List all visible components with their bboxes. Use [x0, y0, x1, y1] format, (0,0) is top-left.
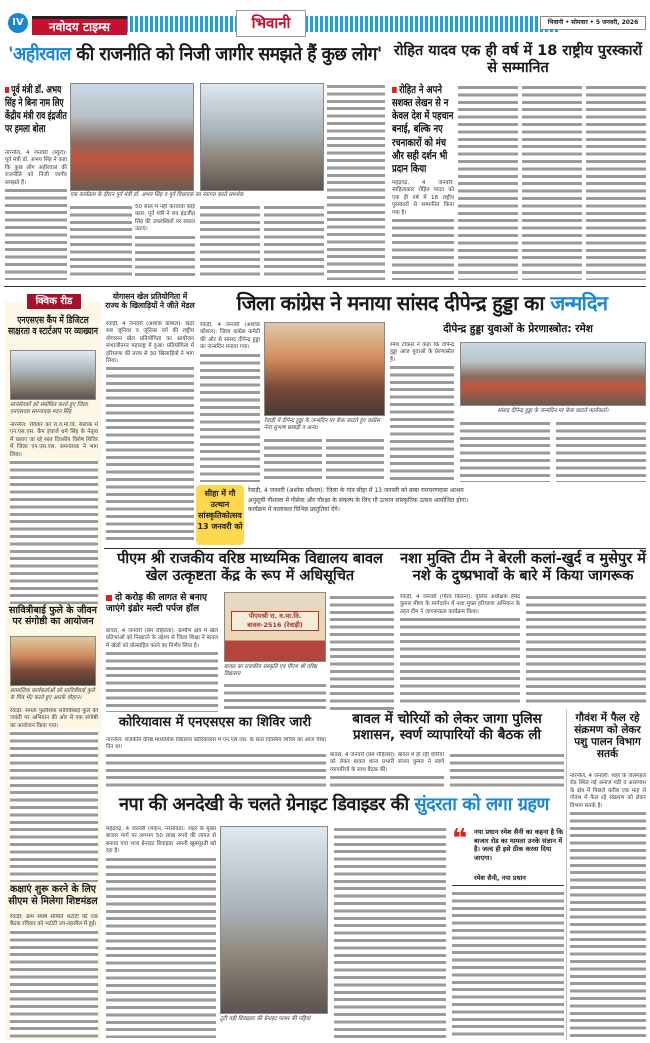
congress-photo-1 [264, 322, 385, 416]
lead-headline [4, 44, 386, 70]
rohit-body-col3 [522, 84, 582, 280]
quote-icon: ❝ [452, 824, 468, 854]
lead-subhead: पूर्व मंत्री डॉ. अभय सिंह ने बिना नाम लिए केंद्रीय मंत्री राव इंद्रजीत पर हमला बोला [5, 84, 67, 136]
congress-body-3 [326, 437, 384, 482]
quote-text: नया प्रधान रमेश सैनी का कहना है कि बाजार रोड का मामला उनके संज्ञान में है। जल्द ही इसे ठीक करवा दिया जाएगा। [474, 828, 564, 862]
qr-headline-3: कक्षाएं शुरू करने के लिए सीएम से मिलेगा शिष्टमंडल [8, 884, 98, 907]
nasha-body-1: रेवाड़ी, 4 जनवरी (गौरव कितना): पुलिस अधीक्षक हेमेंद्र कुमार मीणा के मार्गदर्शन में नशा मुक्त हरियाणा अभियान के तहत टीम ने जागरूकता कार्यक्रम किया। [400, 594, 520, 706]
gauvansh-headline: गौवंश में फैल रहे संक्रमण को लेकर पशु पालन विभाग सतर्क [574, 712, 641, 761]
edition-label: भिवानी [236, 10, 306, 37]
qr-caption-1: स्वयंसेवकों को संबोधित करते हुए जिला एनएसएस समन्वयक मदन सिंह [10, 402, 88, 415]
congress-body-6 [556, 420, 646, 482]
gau-highlight-box: सीहा में गौ उत्थान सांस्कृतिकोत्सव 13 जनवरी को [196, 485, 244, 545]
qr-photo-2 [10, 636, 96, 686]
divider-quote [452, 824, 564, 886]
qr-caption-2: सामाजिक कार्यकर्ताओं को सावित्रीबाई फुले के चित्र भेंट करते हुए आरके चौहान। [10, 688, 95, 701]
school-sign: पीएमश्री रा. व.मा.वि. बावल-2516 (रेवाड़ी) [231, 611, 319, 631]
dateline: भिवानी • सोमवार • 5 जनवरी, 2026 [540, 16, 646, 30]
congress-caption-1: रेवाड़ी में दीपेन्द्र हुड्डा के जन्मदिन पर केक काटते हुए कांग्रेस नेता सुभाष छाबड़ी व अन्य। [264, 418, 380, 431]
qr-headline-2: सावित्रीबाई फुले के जीवन पर संगोष्ठी का आयोजन [9, 605, 97, 627]
paper-logo: नवोदय टाइम्स [32, 16, 127, 35]
school-headline: पीएम श्री राजकीय वरिष्ठ माध्यमिक विद्यालय बावल खेल उत्कृष्टता केंद्र के रूप में अधिसूचित [117, 551, 383, 584]
koriyawas-headline: कोरियावास में एनएसएस का शिविर जारी [118, 715, 312, 730]
lead-body-col3: 50 साल में नहीं करवाया कोई काम: पूर्व मंत्री ने राव इंद्रजीत सिंह की उपलब्धियों पर सवाल उठाए। [135, 204, 195, 280]
page-number-badge: IV [8, 13, 28, 33]
divider-caption: टूटी पड़ी डिवाइडर की ग्रेनाइट पत्थर की पट्टियां [220, 1016, 311, 1022]
qr-headline-1: एनएसएस कैंप में डिजिटल साक्षरता व स्टार्टअप पर व्याख्यान [8, 315, 98, 337]
qr-body-3: रेवाड़ी: ग्राम संघर्ष समिति भटोटी की एक बैठक रविवार को भटोटी उप-तहसील में हुई। [10, 914, 98, 1038]
nasha-body-2 [526, 594, 646, 706]
school-photo [224, 592, 326, 662]
headline-highlight: 'अहीरवाल [8, 44, 71, 65]
gauvansh-body: नारनौल, 4 जनवरी: शहर के जलमहल रोड स्थित नई अनाज मंडी व आसपास के क्षेत्र में पिछले करीब एक माह से गोवंश में फैल रहे संक्रमण को लेकर विभाग सतर्क है। [570, 773, 646, 1038]
yoga-headline: योगासन खेल प्रतियोगिता में राज्य के खिलाड़ियों ने जीते मेडल [105, 292, 195, 311]
congress-body-1: रेवाड़ी, 4 जनवरी (अशोक कौशल): जिला कांग्रेस कमेटी की ओर से सांसद दीपेन्द्र हुड्डा का जन्मदिन मनाया गया। [200, 322, 260, 482]
rohit-body-col1: महेंद्रगढ़, 4 जनवरी: साहित्यकार रोहित यादव को एक ही वर्ष में 18 राष्ट्रीय पुरस्कारों से सम्मानित किया गया है। [392, 180, 454, 280]
lead-body-col5 [264, 204, 324, 280]
divider-body-3 [452, 890, 564, 1038]
school-body-1: बावल, 4 जनवरी (प्रेम रोहिल्ला): ग्रामीण क्षेत्र में खेल प्रतिभाओं को निखारने के उद्देश्य से जिला शिक्षा ने बावल में खेलों को प्रोत्साहित करने का निर्णय लिया है। [106, 628, 218, 712]
lead-body-col4 [200, 204, 260, 280]
school-body-2 [224, 682, 326, 712]
congress-body-5 [460, 420, 550, 482]
rohit-subhead: रोहित ने अपने सशक्त लेखन से न केवल देश में पहचान बनाई, बल्कि नए रचनाकारों को मंच और सही दर्शन भी प्रदान किया [392, 84, 454, 175]
congress-body-4: रमेश टोकस ने कहा कि दीपेन्द्र हुड्डा आज युवाओं के प्रेरणास्रोत हैं। [390, 342, 454, 482]
congress-headline: जिला कांग्रेस ने मनाया सांसद दीपेन्द्र हुड्डा का जन्मदिन [236, 291, 608, 315]
quote-author: रमेश सैनी, नपा प्रधान [474, 874, 526, 882]
divider-body-2 [334, 826, 446, 1038]
bawal-headline: बावल में चोरियों को लेकर जागा पुलिस प्रशासन, स्वर्ण व्यापारियों की बैठक ली [352, 711, 542, 743]
school-subhead: दो करोड़ की लागत से बनाए जाएंगे इंडोर मल्टी पर्पज हॉल [106, 593, 207, 615]
stripe-bar [100, 16, 558, 32]
lead-photo-1 [70, 83, 194, 191]
bawal-body-2 [450, 752, 564, 788]
lead-body-col6 [327, 83, 385, 280]
divider-headline: नपा की अनदेखी के चलते ग्रेनाइट डिवाइडर की सुंदरता को लगा ग्रहण [119, 794, 549, 815]
bullet-icon [106, 595, 112, 601]
bullet-icon [5, 87, 9, 93]
nasha-headline: नशा मुक्ति टीम ने बेरली कलां-खुर्द व मुसेपुर में नशे के दुष्प्रभावों के बारे में किया जागरूक [400, 551, 646, 584]
divider-photo [220, 826, 328, 1014]
lead-photo-2 [200, 83, 324, 191]
qr-photo-1 [10, 350, 96, 400]
rohit-body-col4 [586, 84, 646, 280]
lead-body-col1: नारनौल, 4 जनवरी (ब्यूरो): पूर्व मंत्री डॉ. अभय सिंह ने कहा कि कुछ लोग अहीरवाल की राजनीति को निजी जागीर समझते हैं। [5, 150, 67, 280]
gau-body: रेवाड़ी, 4 जनवरी (अशोक कौशल): जिला के गांव सीहा में 13 जनवरी को बाबा रामचरणदास आश्रम अनुसूची गौशाला में गौसेवा और गौरक्षा के संकल्प के लिए गौ उत्थान सांस्कृतिक उत्सव आयोजित होगा। कार्यक्रम में कलाकार विभिन्न प्रस्तुतियां देंगे। [248, 487, 469, 513]
congress-caption-2: सांसद दीपेन्द्र हुड्डा के जन्मदिन पर केक काटते कार्यकर्ता। [497, 408, 609, 414]
bullet-icon [392, 87, 397, 93]
qr-body-1: नारनौल: रविवार को रा.व.मा.वि. सैलाक में एन.एस.एस. कैंप इंचार्ज धर्म सिंह के नेतृत्व में चलाए जा रहे सात दिवसीय विशेष शिविर में जिला एन.एस.एस. समन्वयक ने भाग लिया। [10, 422, 98, 604]
qr-body-2: रेवाड़ी: समता फुलेशिया सावित्रीबाई फुले की जयंती पर अभियान की ओर से एक संगोष्ठी का आयोजन किया गया। [10, 708, 98, 882]
rohit-headline: रोहित यादव एक ही वर्ष में 18 राष्ट्रीय पुरस्कारों से सम्मानित [393, 43, 643, 76]
yoga-body: रेवाड़ी, 4 जनवरी (अशोक कौशल): छठी सब जूनियर व जूनियर वर्ग की राष्ट्रीय योगासन खेल प्रतियोगिता का आयोजन संभाजीनगर महाराष्ट्र में हुआ। प्रतियोगिता में हरियाणा की तरफ से 30 खिलाड़ियों ने भाग लिया। [106, 321, 194, 542]
headline-text: की राजनीति को निजी जागीर समझते हैं कुछ लोग' [70, 44, 382, 65]
school-body-3 [330, 594, 394, 712]
divider-body-1: महेंद्रगढ़, 4 जनवरी (मोहन, नरसावत): शहर के मुख्य बाजार मार्ग पर लगभग 50 लाख रुपये की लागत से बनाया गया भव्य ग्रेनाइट डिवाइडर अपनी खूबसूरती खो रहा है। [106, 826, 216, 1038]
koriyawas-body: नारनौल: राजकीय वरिष्ठ माध्यमिक विद्यालय कोरियावास में एन.एस.एस. के सात दिवसीय शिविर का आज चौथा दिन था। [106, 737, 326, 788]
lead-body-col2 [70, 204, 132, 280]
bawal-body-1: बावल, 4 जनवरी (प्रेम रोहिल्ला): बावल में हो रही चोरियों को लेकर बावल थाना प्रभारी संजय कुमार ने स्वर्ण व्यापारियों के साथ बैठक की। [330, 752, 444, 788]
congress-body-2 [264, 437, 322, 482]
lead-caption: एक कार्यक्रम के दौरान पूर्व मंत्री डॉ. अभय सिंह व पूर्व विधायक का स्वागत करते समर्थक [70, 192, 244, 198]
congress-subhead: दीपेन्द्र हुड्डा युवाओं के प्रेरणास्त्रोत: रमेश [443, 323, 593, 335]
congress-photo-2 [460, 342, 646, 406]
school-caption: बावल का राजकीय संस्कृति एवं पीएम श्री वरिष्ठ विद्यालय [224, 664, 317, 677]
rohit-body-col2 [458, 84, 518, 280]
quick-read-label: क्विक रीड [26, 293, 82, 310]
